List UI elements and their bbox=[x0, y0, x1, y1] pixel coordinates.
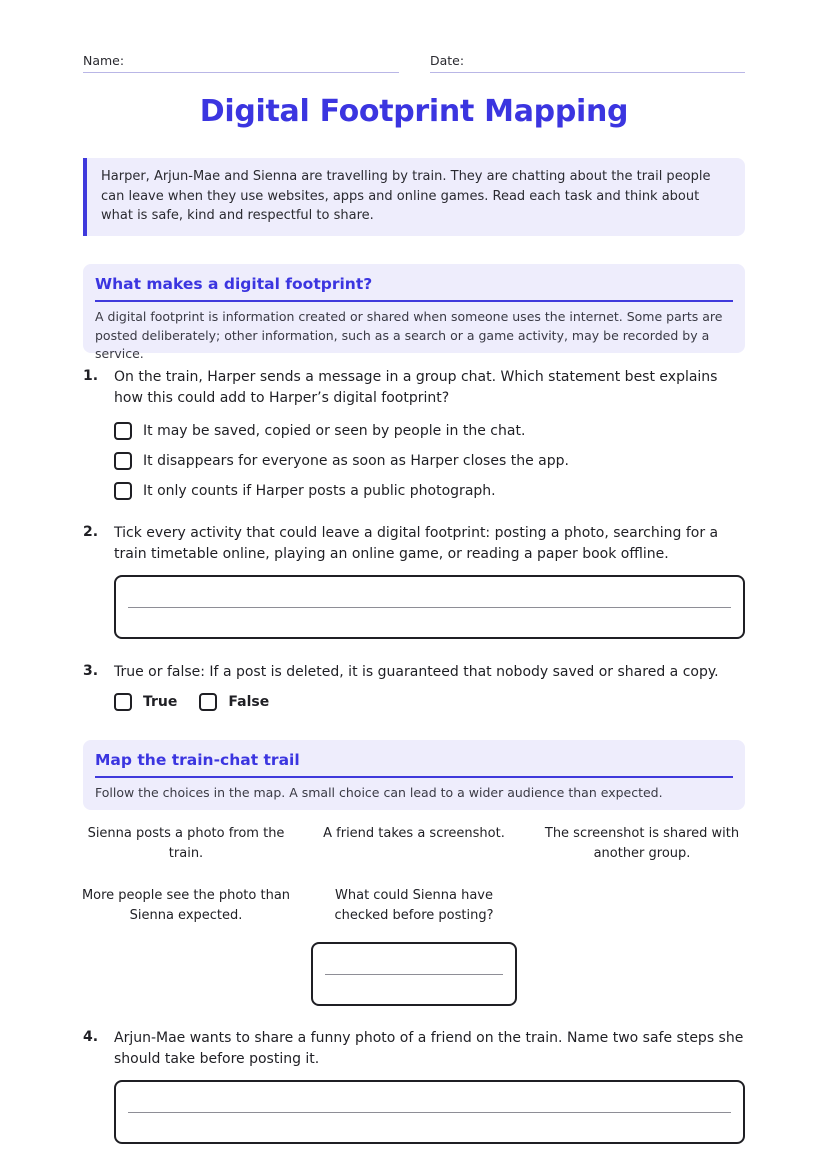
q4-answer-box[interactable] bbox=[114, 1080, 745, 1144]
question-1-text: On the train, Harper sends a message in a group chat. Which statement best explains how this could add to Harper’s digital footprint? bbox=[114, 369, 718, 406]
true-label: True bbox=[143, 694, 178, 710]
false-checkbox[interactable] bbox=[199, 693, 217, 711]
answer-line bbox=[325, 974, 503, 975]
intro-text: Harper, Arjun-Mae and Sienna are travelling by train. They are chatting about the trail people can leave when they use websites, apps and online games. Read each task and think about what is safe, kind and respectful to share. bbox=[101, 169, 711, 223]
question-4-text: Arjun-Mae wants to share a funny photo of a friend on the train. Name two safe steps she should take before posting it. bbox=[114, 1030, 744, 1067]
section-map bbox=[83, 740, 745, 810]
checkbox[interactable] bbox=[114, 422, 132, 440]
answer-line bbox=[128, 607, 731, 608]
date-label: Date: bbox=[430, 53, 465, 68]
section-body: A digital footprint is information created or shared when someone uses the internet. Some parts are posted deliberately; other information, such as a search or a game activity, may be recorded by a service. bbox=[95, 309, 723, 361]
map-step-3: The screenshot is shared with another group. bbox=[544, 826, 740, 861]
q1-option-1[interactable] bbox=[114, 419, 525, 443]
q2-answer-box[interactable] bbox=[114, 575, 745, 639]
question-number: 4. bbox=[83, 1029, 99, 1045]
option-label: It disappears for everyone as soon as Harper closes the app. bbox=[143, 453, 569, 469]
map-step-1: Sienna posts a photo from the train. bbox=[87, 826, 285, 861]
q3-true-false bbox=[114, 690, 291, 714]
page-title: Digital Footprint Mapping bbox=[199, 94, 629, 129]
section-title: Map the train-chat trail bbox=[95, 740, 733, 778]
map-step-2: A friend takes a screenshot. bbox=[323, 826, 505, 841]
name-field[interactable] bbox=[83, 72, 399, 73]
false-label: False bbox=[228, 694, 270, 710]
map-step-5: What could Sienna have checked before posting? bbox=[334, 888, 494, 923]
answer-line bbox=[128, 1112, 731, 1113]
question-number: 3. bbox=[83, 663, 99, 679]
map-answer-box[interactable] bbox=[311, 942, 517, 1006]
true-checkbox[interactable] bbox=[114, 693, 132, 711]
section-body: Follow the choices in the map. A small choice can lead to a wider audience than expected. bbox=[95, 785, 663, 800]
question-2-text: Tick every activity that could leave a digital footprint: posting a photo, searching for a train timetable online, playing an online game, or reading a paper book offline. bbox=[114, 525, 719, 562]
option-label: It may be saved, copied or seen by people in the chat. bbox=[143, 423, 526, 439]
section-title: What makes a digital footprint? bbox=[95, 264, 733, 302]
q1-option-3[interactable] bbox=[114, 479, 496, 503]
map-step-4: More people see the photo than Sienna expected. bbox=[81, 888, 291, 923]
question-number: 2. bbox=[83, 524, 99, 540]
section-digital-footprint bbox=[83, 264, 745, 361]
q1-option-2[interactable] bbox=[114, 449, 569, 473]
intro-box bbox=[83, 158, 745, 236]
checkbox[interactable] bbox=[114, 482, 132, 500]
checkbox[interactable] bbox=[114, 452, 132, 470]
question-3-text: True or false: If a post is deleted, it is guaranteed that nobody saved or shared a copy. bbox=[114, 664, 719, 680]
name-label: Name: bbox=[83, 53, 125, 68]
question-number: 1. bbox=[83, 368, 99, 384]
option-label: It only counts if Harper posts a public photograph. bbox=[143, 483, 496, 499]
date-field[interactable] bbox=[430, 72, 745, 73]
